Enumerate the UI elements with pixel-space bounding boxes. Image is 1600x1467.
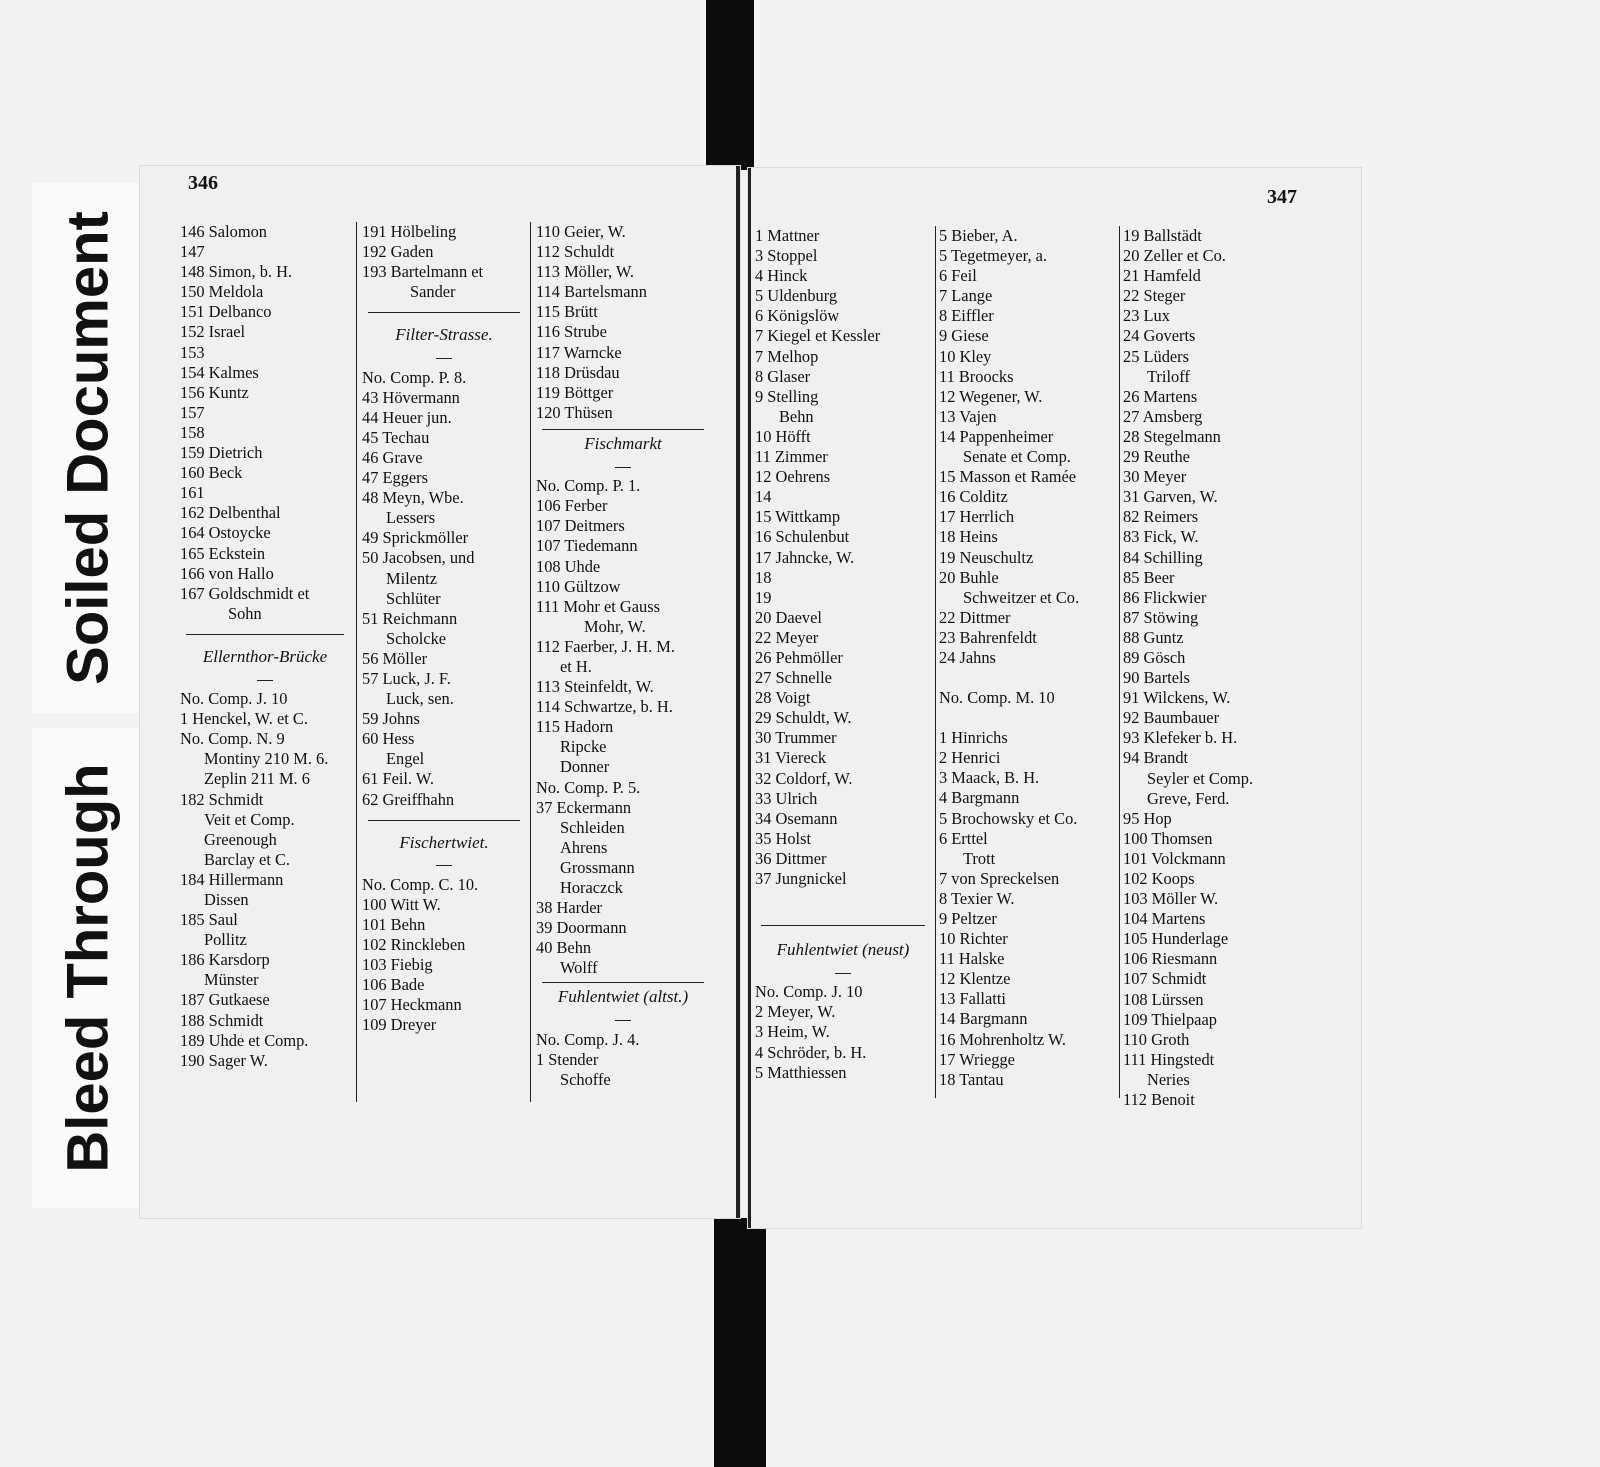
list-item: 105 Hunderlage	[1123, 929, 1229, 949]
list-item: 1 Mattner	[755, 226, 820, 245]
list-item: Triloff	[1147, 366, 1190, 386]
list-item: Milentz	[386, 568, 437, 588]
list-item: 89 Gösch	[1123, 647, 1186, 667]
list-item: 147	[180, 242, 205, 262]
list-item: 16 Schulenbut	[755, 527, 850, 547]
section-divider	[542, 429, 704, 430]
list-item: Grossmann	[560, 857, 635, 877]
list-item: 22 Dittmer	[939, 607, 1011, 627]
list-item: 21 Hamfeld	[1123, 266, 1201, 286]
heading-dash	[180, 669, 350, 689]
list-item: Ripcke	[560, 737, 607, 757]
right-col-1	[755, 226, 931, 1083]
section-heading: Ellernthor-Brücke	[202, 646, 328, 666]
list-item: 7 Lange	[939, 286, 993, 306]
list-item: 94 Brandt	[1123, 748, 1189, 768]
page-number: 347	[1267, 186, 1297, 208]
list-item: 7 Melhop	[755, 346, 819, 366]
list-item: Engel	[386, 749, 425, 769]
spacer	[939, 708, 1117, 728]
list-item: 188 Schmidt	[180, 1010, 264, 1030]
list-item: 157	[180, 402, 205, 422]
list-item: 47 Eggers	[362, 468, 429, 488]
spacer	[755, 889, 931, 909]
list-item: 9 Stelling	[755, 386, 819, 406]
list-item: 3 Heim, W.	[755, 1022, 830, 1042]
column-rule	[1119, 226, 1120, 1098]
list-item: Lessers	[386, 508, 436, 528]
comp-line: No. Comp. P. 8.	[362, 367, 467, 387]
list-item: Senate et Comp.	[963, 447, 1071, 467]
list-item: 110 Gültzow	[536, 576, 621, 596]
list-item: 92 Baumbauer	[1123, 708, 1220, 728]
list-item: 37 Jungnickel	[755, 869, 847, 888]
page-number: 346	[188, 172, 218, 194]
list-item: 20 Daevel	[755, 607, 822, 627]
list-item: 114 Schwartze, b. H.	[536, 697, 673, 717]
list-item: Horaczck	[560, 878, 623, 897]
list-item: 85 Beer	[1123, 567, 1175, 587]
list-item: 1 Henckel, W. et C.	[180, 709, 308, 729]
bleed-through-label: Bleed Through	[32, 728, 144, 1208]
list-item: 28 Voigt	[755, 688, 811, 708]
list-item: Schlüter	[386, 588, 441, 608]
column-rule	[356, 222, 357, 1102]
list-item: 5 Bieber, A.	[939, 226, 1018, 245]
list-item: 116 Strube	[536, 322, 607, 342]
list-item: 15 Wittkamp	[755, 507, 841, 527]
list-item: 14 Pappenheimer	[939, 426, 1054, 446]
list-item: 6 Feil	[939, 266, 977, 286]
list-item: 160 Beck	[180, 463, 243, 483]
heading-dash	[755, 962, 931, 982]
list-item: 31 Viereck	[755, 748, 827, 768]
list-item: 107 Heckmann	[362, 995, 462, 1015]
list-item: 57 Luck, J. F.	[362, 668, 451, 688]
comp-line: No. Comp. P. 5.	[536, 777, 641, 797]
list-item: 182 Schmidt	[180, 789, 264, 809]
list-item: 165 Eckstein	[180, 543, 266, 563]
list-item: Mohr, W.	[584, 616, 646, 636]
list-item: 107 Tiedemann	[536, 536, 638, 556]
list-item: Dissen	[204, 890, 249, 909]
list-item: 185 Saul	[180, 910, 238, 930]
right-col-3	[1123, 226, 1303, 1110]
list-item: 159 Dietrich	[180, 443, 263, 463]
list-item: 102 Rinckleben	[362, 935, 466, 955]
list-item: 35 Holst	[755, 828, 812, 848]
list-item: 44 Heuer jun.	[362, 407, 452, 427]
list-item: Greenough	[204, 829, 277, 849]
heading-dash	[362, 347, 526, 367]
list-item: 2 Meyer, W.	[755, 1002, 836, 1022]
list-item: 112 Schuldt	[536, 242, 615, 262]
list-item: 22 Meyer	[755, 627, 819, 647]
list-item: 14	[755, 487, 772, 507]
list-item: Behn	[779, 406, 814, 426]
list-item: 18 Tantau	[939, 1069, 1004, 1089]
list-item: 61 Feil. W.	[362, 769, 434, 789]
list-item: 8 Texier W.	[939, 888, 1015, 908]
book-spine-bottom	[714, 1218, 766, 1467]
section-heading: Filter-Strasse.	[395, 325, 493, 345]
list-item: 187 Gutkaese	[180, 990, 270, 1010]
list-item: 40 Behn	[536, 938, 592, 958]
list-item: 10 Höfft	[755, 426, 811, 446]
list-item: 86 Flickwier	[1123, 587, 1207, 607]
list-item: 20 Buhle	[939, 567, 999, 587]
list-item: 2 Henrici	[939, 748, 1001, 768]
list-item: 18 Heins	[939, 527, 998, 547]
list-item: 112 Benoit	[1123, 1090, 1195, 1110]
heading-dash	[362, 855, 526, 875]
list-item: 13 Vajen	[939, 406, 997, 426]
list-item: 106 Ferber	[536, 496, 608, 516]
list-item: Veit et Comp.	[204, 809, 295, 829]
section-divider	[186, 634, 344, 635]
list-item: 59 Johns	[362, 709, 420, 729]
list-item: 5 Matthiessen	[755, 1062, 847, 1082]
list-item: 25 Lüders	[1123, 346, 1190, 366]
list-item: 111 Mohr et Gauss	[536, 596, 660, 616]
list-item: et H.	[560, 656, 592, 676]
list-item: 4 Hinck	[755, 266, 808, 286]
list-item: 191 Hölbeling	[362, 222, 457, 241]
list-item: 23 Bahrenfeldt	[939, 627, 1037, 647]
list-item: 28 Stegelmann	[1123, 426, 1221, 446]
list-item: 13 Fallatti	[939, 989, 1006, 1009]
list-item: 102 Koops	[1123, 869, 1195, 888]
list-item: 7 von Spreckelsen	[939, 868, 1060, 888]
list-item: 113 Möller, W.	[536, 262, 634, 282]
list-item: 100 Thomsen	[1123, 828, 1213, 848]
list-item: Montiny 210 M. 6.	[204, 749, 329, 769]
list-item: 43 Hövermann	[362, 387, 460, 407]
list-item: Greve, Ferd.	[1147, 788, 1230, 808]
section-divider	[368, 820, 520, 821]
list-item: 109 Thielpaap	[1123, 1009, 1217, 1029]
list-item: 51 Reichmann	[362, 608, 458, 628]
list-item: 110 Geier, W.	[536, 222, 626, 241]
spacer	[939, 668, 1117, 688]
list-item: 20 Zeller et Co.	[1123, 246, 1226, 266]
section-heading: Fischmarkt	[584, 433, 662, 453]
list-item: Zeplin 211 M. 6	[204, 769, 310, 789]
list-item: 156 Kuntz	[180, 382, 249, 402]
list-item: 19	[755, 587, 772, 607]
comp-line: No. Comp. M. 10	[939, 688, 1055, 708]
list-item: 30 Trummer	[755, 728, 837, 748]
section-divider	[761, 925, 925, 926]
list-item: 103 Möller W.	[1123, 889, 1219, 909]
list-item: 152 Israel	[180, 322, 246, 342]
list-item: 146 Salomon	[180, 222, 267, 241]
list-item: 34 Osemann	[755, 808, 838, 828]
list-item: 60 Hess	[362, 729, 415, 749]
list-item: 93 Klefeker b. H.	[1123, 728, 1238, 748]
heading-dash	[536, 456, 710, 476]
list-item: 29 Schuldt, W.	[755, 708, 852, 728]
comp-line: No. Comp. J. 10	[755, 982, 863, 1002]
list-item: 158	[180, 422, 205, 442]
list-item: 26 Pehmöller	[755, 647, 843, 667]
list-item: 37 Eckermann	[536, 797, 632, 817]
list-item: Pollitz	[204, 930, 247, 950]
left-col-2	[362, 222, 526, 1036]
list-item: 100 Witt W.	[362, 894, 441, 914]
list-item: 108 Uhde	[536, 556, 601, 576]
left-page	[140, 166, 740, 1218]
list-item: 104 Martens	[1123, 909, 1206, 929]
list-item: 1 Hinrichs	[939, 728, 1008, 748]
list-item: 4 Bargmann	[939, 788, 1020, 808]
list-item: 6 Königslöw	[755, 306, 840, 326]
list-item: 33 Ulrich	[755, 788, 818, 808]
list-item: 110 Groth	[1123, 1029, 1190, 1049]
list-item: 11 Broocks	[939, 366, 1014, 386]
list-item: Schweitzer et Co.	[963, 587, 1080, 607]
list-item: 91 Wilckens, W.	[1123, 688, 1231, 708]
list-item: 117 Warncke	[536, 342, 622, 362]
list-item: 1 Stender	[536, 1049, 599, 1069]
list-item: 27 Amsberg	[1123, 406, 1203, 426]
list-item: 111 Hingstedt	[1123, 1049, 1215, 1069]
list-item: 5 Uldenburg	[755, 286, 838, 306]
list-item: Sohn	[228, 603, 262, 623]
list-item: 18	[755, 567, 772, 587]
list-item: 150 Meldola	[180, 282, 264, 302]
list-item: 106 Bade	[362, 975, 425, 995]
list-item: Seyler et Comp.	[1147, 768, 1254, 788]
list-item: 161	[180, 483, 205, 503]
right-page	[748, 168, 1361, 1228]
list-item: 12 Oehrens	[755, 467, 831, 487]
left-col-1	[180, 222, 350, 1071]
list-item: 19 Ballstädt	[1123, 226, 1202, 245]
list-item: 24 Jahns	[939, 647, 996, 667]
list-item: 113 Steinfeldt, W.	[536, 677, 654, 697]
list-item: 11 Zimmer	[755, 447, 828, 467]
list-item: 162 Delbenthal	[180, 503, 281, 523]
list-item: Trott	[963, 848, 996, 868]
list-item: 3 Maack, B. H.	[939, 768, 1040, 788]
list-item: 119 Böttger	[536, 382, 614, 402]
list-item: 88 Guntz	[1123, 627, 1184, 647]
list-item: 24 Goverts	[1123, 326, 1196, 346]
list-item: 151 Delbanco	[180, 302, 272, 322]
list-item: 115 Brütt	[536, 302, 598, 322]
list-item: Wolff	[560, 958, 598, 978]
left-col-3	[536, 222, 710, 1090]
list-item: 184 Hillermann	[180, 869, 284, 889]
list-item: 39 Doormann	[536, 918, 627, 938]
comp-line: No. Comp. J. 10	[180, 689, 288, 709]
list-item: 10 Kley	[939, 346, 992, 366]
list-item: 7 Kiegel et Kessler	[755, 326, 881, 346]
list-item: 49 Sprickmöller	[362, 528, 469, 548]
section-heading: Fuhlentwiet (neust)	[776, 940, 910, 960]
list-item: 50 Jacobsen, und	[362, 548, 475, 568]
list-item: Sander	[410, 282, 456, 302]
list-item: 90 Bartels	[1123, 668, 1190, 688]
list-item: 31 Garven, W.	[1123, 487, 1218, 507]
list-item: 82 Reimers	[1123, 507, 1199, 527]
list-item: 192 Gaden	[362, 242, 434, 262]
list-item: 10 Richter	[939, 929, 1008, 949]
list-item: 9 Giese	[939, 326, 989, 346]
list-item: 164 Ostoycke	[180, 523, 271, 543]
list-item: 48 Meyn, Wbe.	[362, 488, 464, 508]
list-item: 107 Schmidt	[1123, 969, 1207, 989]
list-item: 45 Techau	[362, 427, 430, 447]
list-item: Schleiden	[560, 817, 625, 837]
list-item: 108 Lürssen	[1123, 989, 1204, 1009]
list-item: 26 Martens	[1123, 386, 1198, 406]
list-item: 190 Sager W.	[180, 1050, 268, 1070]
list-item: 115 Hadorn	[536, 717, 614, 737]
list-item: 23 Lux	[1123, 306, 1170, 326]
list-item: 22 Steger	[1123, 286, 1186, 306]
list-item: 112 Faerber, J. H. M.	[536, 636, 675, 656]
list-item: 17 Wriegge	[939, 1049, 1015, 1069]
list-item: 84 Schilling	[1123, 547, 1203, 567]
comp-line: No. Comp. P. 1.	[536, 476, 641, 496]
list-item: 6 Erttel	[939, 828, 988, 848]
heading-dash	[536, 1010, 710, 1030]
list-item: 103 Fiebig	[362, 955, 433, 975]
list-item: 87 Stöwing	[1123, 607, 1199, 627]
list-item: 11 Halske	[939, 949, 1005, 969]
list-item: 189 Uhde et Comp.	[180, 1030, 309, 1050]
list-item: 14 Bargmann	[939, 1009, 1028, 1029]
list-item: 5 Brochowsky et Co.	[939, 808, 1078, 828]
list-item: Ahrens	[560, 837, 608, 857]
list-item: 166 von Hallo	[180, 563, 274, 583]
list-item: 46 Grave	[362, 447, 423, 467]
list-item: 118 Drüsdau	[536, 362, 620, 382]
list-item: 83 Fick, W.	[1123, 527, 1199, 547]
list-item: 154 Kalmes	[180, 362, 259, 382]
list-item: 101 Behn	[362, 915, 426, 934]
list-item: 16 Colditz	[939, 487, 1008, 507]
right-col-2	[939, 226, 1117, 1090]
list-item: 120 Thüsen	[536, 402, 613, 422]
list-item: 16 Mohrenholtz W.	[939, 1029, 1067, 1049]
list-item: 186 Karsdorp	[180, 950, 270, 970]
list-item: 30 Meyer	[1123, 467, 1187, 487]
list-item: 106 Riesmann	[1123, 949, 1218, 969]
list-item: 4 Schröder, b. H.	[755, 1042, 867, 1062]
comp-line: No. Comp. C. 10.	[362, 874, 479, 894]
section-divider	[542, 982, 704, 983]
list-item: 32 Coldorf, W.	[755, 768, 853, 788]
list-item: 19 Neuschultz	[939, 547, 1034, 567]
list-item: Neries	[1147, 1069, 1190, 1089]
list-item: 5 Tegetmeyer, a.	[939, 246, 1048, 266]
list-item: 167 Goldschmidt et	[180, 583, 310, 603]
list-item: 29 Reuthe	[1123, 447, 1190, 467]
list-item: Münster	[204, 970, 259, 990]
list-item: 9 Peltzer	[939, 909, 997, 928]
section-divider	[368, 312, 520, 313]
section-heading: Fuhlentwiet (altst.)	[557, 987, 689, 1007]
list-item: 56 Möller	[362, 648, 428, 668]
list-item: Barclay et C.	[204, 849, 291, 869]
list-item: 109 Dreyer	[362, 1015, 437, 1035]
list-item: Donner	[560, 757, 610, 777]
list-item: 36 Dittmer	[755, 848, 827, 868]
list-item: 193 Bartelmann et	[362, 262, 484, 282]
list-item: 101 Volckmann	[1123, 848, 1226, 868]
list-item: Schoffe	[560, 1069, 611, 1089]
comp-line: No. Comp. J. 4.	[536, 1029, 640, 1049]
list-item: 38 Harder	[536, 898, 602, 918]
list-item: 153	[180, 342, 205, 362]
book-spine-top	[706, 0, 754, 170]
list-item: Luck, sen.	[386, 689, 454, 709]
soiled-document-label: Soiled Document	[32, 183, 144, 713]
list-item: 12 Wegener, W.	[939, 386, 1043, 406]
list-item: 3 Stoppel	[755, 246, 818, 266]
column-rule	[530, 222, 531, 1102]
comp-line: No. Comp. N. 9	[180, 729, 285, 749]
list-item: 12 Klentze	[939, 969, 1011, 989]
list-item: 27 Schnelle	[755, 668, 832, 688]
list-item: 15 Masson et Ramée	[939, 467, 1077, 487]
list-item: 17 Herrlich	[939, 507, 1015, 527]
list-item: 8 Eiffler	[939, 306, 994, 326]
list-item: 62 Greiffhahn	[362, 789, 455, 809]
list-item: 95 Hop	[1123, 808, 1172, 828]
column-rule	[935, 226, 936, 1098]
list-item: 148 Simon, b. H.	[180, 262, 293, 282]
list-item: 107 Deitmers	[536, 516, 625, 536]
section-heading: Fischertwiet.	[399, 832, 489, 852]
list-item: 8 Glaser	[755, 366, 811, 386]
list-item: 17 Jahncke, W.	[755, 547, 855, 567]
list-item: 114 Bartelsmann	[536, 282, 647, 302]
list-item: Scholcke	[386, 628, 447, 648]
